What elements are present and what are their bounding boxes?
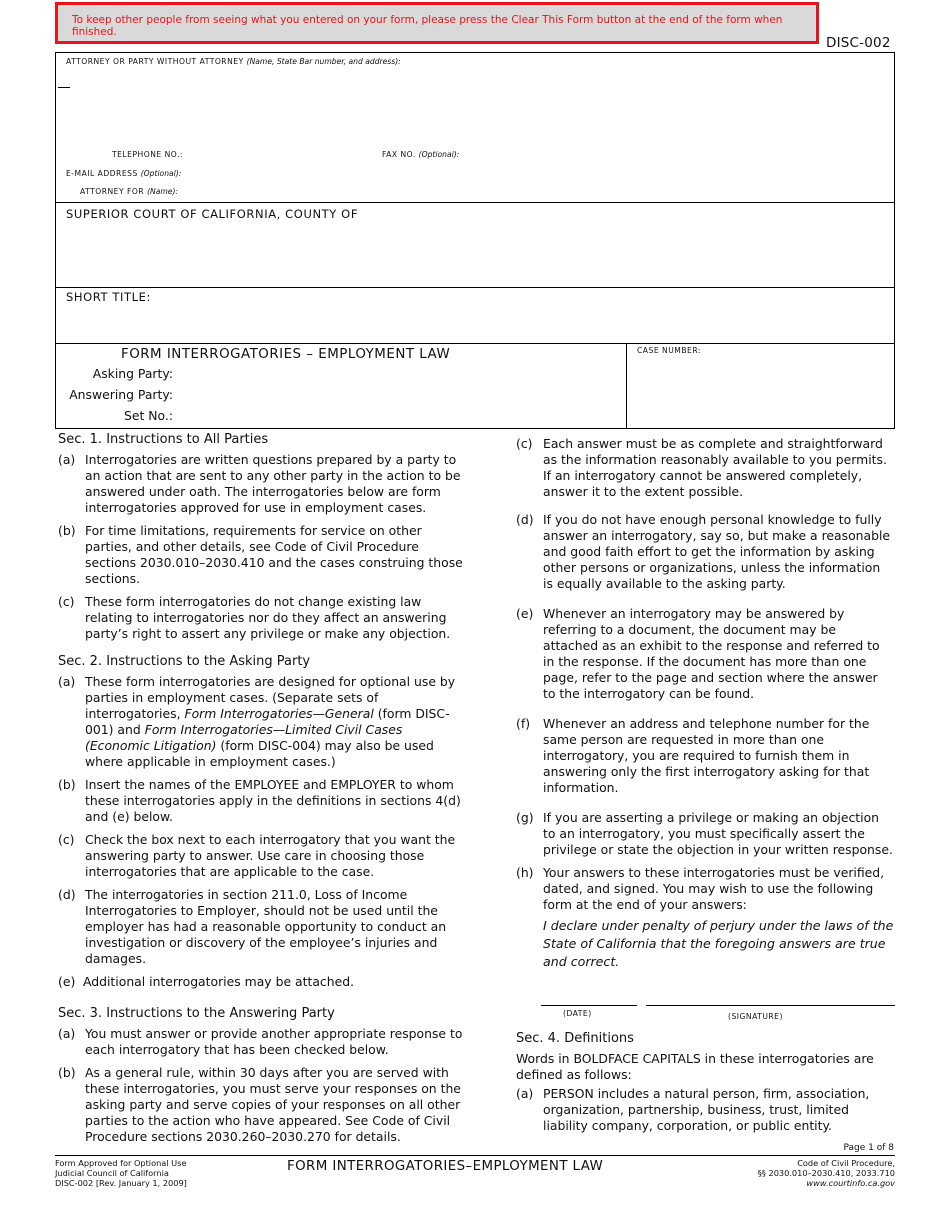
sec3-item-e: (e) Whenever an interrogatory may be answered by referring to a document, the document may be attached as an exhibit to the response and referred to in the response. If the document has more than one page, refer to the page and section where the answer to the interrogatory can be found. (516, 606, 880, 701)
attorney-for-input[interactable] (196, 183, 876, 197)
signature-input[interactable] (646, 985, 895, 1003)
date-input[interactable] (541, 985, 637, 1003)
date-label: (DATE) (563, 1009, 592, 1018)
sec2-heading: Sec. 2. Instructions to the Asking Party (58, 654, 311, 669)
telephone-input[interactable] (196, 146, 376, 160)
footer-left: Form Approved for Optional Use Judicial Council of California DISC-002 [Rev. January 1, 2009] (55, 1158, 187, 1188)
email-input[interactable] (196, 165, 876, 179)
sec2-item-b: (b) Insert the names of the EMPLOYEE and EMPLOYER to whom these interrogatories apply in the definitions in sections 4(d) and (e) below. (58, 777, 461, 824)
footer-title: FORM INTERROGATORIES–EMPLOYMENT LAW (287, 1159, 604, 1174)
answering-party-input[interactable] (178, 385, 618, 402)
asking-party-input[interactable] (178, 364, 618, 381)
case-number-input[interactable] (635, 361, 885, 421)
answering-party-label: Answering Party: (69, 387, 173, 402)
fax-label: FAX NO. (Optional): (382, 150, 460, 159)
court-box (55, 202, 895, 288)
sec4-block (516, 1031, 894, 1141)
attorney-label: ATTORNEY OR PARTY WITHOUT ATTORNEY (Name, State Bar number, and address): (66, 57, 401, 66)
text-cursor (58, 87, 70, 88)
short-title-input[interactable] (66, 307, 886, 337)
case-number-box (626, 343, 895, 429)
court-label: SUPERIOR COURT OF CALIFORNIA, COUNTY OF (66, 207, 359, 221)
form-number: DISC-002 (826, 35, 891, 51)
short-title-box (55, 287, 895, 344)
sec3-item-h: (h) Your answers to these interrogatories must be verified, dated, and signed. You may wish to use the following form at the end of your answers: I declare under penalty of perjury under the laws of the State of California that the foregoing answers are true and correct. (516, 865, 894, 969)
sec2-item-d: (d) The interrogatories in section 211.0, Loss of Income Interrogatories to Employer, should not be used until the employer has had a reasonable opportunity to conduct an investigation or discovery of the employee’s injuries and damages. (58, 887, 447, 966)
sec3-heading: Sec. 3. Instructions to the Answering Party (58, 1006, 335, 1021)
sec2-item-e: (e) Additional interrogatories may be attached. (58, 974, 355, 989)
email-label: E-MAIL ADDRESS (Optional): (66, 169, 182, 178)
footer-rule (55, 1155, 895, 1156)
sec3-item-a: (a) You must answer or provide another appropriate response to each interrogatory that has been checked below. (58, 1026, 463, 1057)
title-box (55, 343, 627, 429)
sec3-item-b: (b) As a general rule, within 30 days after you are served with these interrogatories, you must serve your responses on the asking party and serve copies of your responses on all other parties to the action who have appeared. See Code of Civil Procedure sections 2030.260–2030.270 for details. (58, 1065, 461, 1144)
right-column (516, 436, 894, 978)
sec1-item-b: (b) For time limitations, requirements for service on other parties, and other details, see Code of Civil Procedure sections 2030.010–2030.410 and the cases construing those sections. (58, 523, 463, 586)
sec1-item-a: (a) Interrogatories are written questions prepared by a party to an action that are sent to any other party in the action to be answered under oath. The interrogatories below are form interrogatories approved for use in employment cases. (58, 452, 461, 515)
attorney-input[interactable] (58, 69, 888, 147)
left-column (58, 432, 468, 1152)
date-line (541, 1005, 637, 1006)
sec4-heading: Sec. 4. Definitions (516, 1031, 634, 1046)
case-number-label: CASE NUMBER: (637, 346, 701, 355)
declaration-text: I declare under penalty of perjury under the laws of the State of California that the foregoing answers are true and correct. (543, 918, 894, 969)
footer-right: Code of Civil Procedure, §§ 2030.010–2030.410, 2033.710 www.courtinfo.ca.gov (757, 1158, 895, 1188)
sec2-item-a: (a) These form interrogatories are designed for optional use by parties in employment cases. (Separate sets of interrogatories, Form Interrogatories—General (form DISC-001) and Form Interrogatories—Limited Civil Cases (Economic Litigation) (form DISC-004) may also be used where applicable in employment cases.) (58, 674, 456, 769)
sec4-item-a: (a) PERSON includes a natural person, firm, association, organization, partnership, business, trust, limited liability company, corporation, or public entity. (516, 1086, 870, 1133)
clear-form-notice: To keep other people from seeing what you entered on your form, please press the Clear This Form button at the end of the form when finished. (55, 2, 819, 44)
sec3-item-c: (c) Each answer must be as complete and straightforward as the information reasonably available to you permits. If an interrogatory cannot be answered completely, answer it to the extent possible. (516, 436, 887, 499)
sec2-item-c: (c) Check the box next to each interrogatory that you want the answering party to answer. Use care in choosing those interrogatories that are applicable to the case. (58, 832, 456, 879)
signature-label: (SIGNATURE) (728, 1012, 783, 1021)
sec3-item-g: (g) If you are asserting a privilege or making an objection to an interrogatory, you must specifically assert the privilege or state the objection in your written response. (516, 810, 893, 857)
asking-party-label: Asking Party: (92, 366, 173, 381)
sec3-item-f: (f) Whenever an address and telephone number for the same person are requested in more than one interrogatory, you are required to furnish them in answering only the first interrogatory asking for that information. (516, 716, 870, 795)
signature-line (646, 1005, 895, 1006)
form-title: FORM INTERROGATORIES – EMPLOYMENT LAW (121, 347, 451, 362)
sec3-item-d: (d) If you do not have enough personal knowledge to fully answer an interrogatory, say so, but make a reasonable and good faith effort to get the information by asking other persons or organizations, unless the information is equally available to the asking party. (516, 512, 891, 591)
attorney-for-label: ATTORNEY FOR (Name): (80, 187, 178, 196)
page-number: Page 1 of 8 (843, 1143, 894, 1153)
set-no-label: Set No.: (123, 408, 173, 423)
sec4-intro: Words in BOLDFACE CAPITALS in these interrogatories are defined as follows: (516, 1051, 874, 1082)
county-input[interactable] (66, 224, 886, 282)
attorney-box (55, 52, 895, 203)
fax-input[interactable] (474, 146, 874, 160)
short-title-label: SHORT TITLE: (66, 290, 152, 304)
sec1-heading: Sec. 1. Instructions to All Parties (58, 432, 269, 447)
set-no-input[interactable] (178, 406, 618, 423)
telephone-label: TELEPHONE NO.: (112, 150, 183, 159)
sec1-item-c: (c) These form interrogatories do not change existing law relating to interrogatories nor do they affect an answering party’s right to assert any privilege or make any objection. (58, 594, 451, 641)
